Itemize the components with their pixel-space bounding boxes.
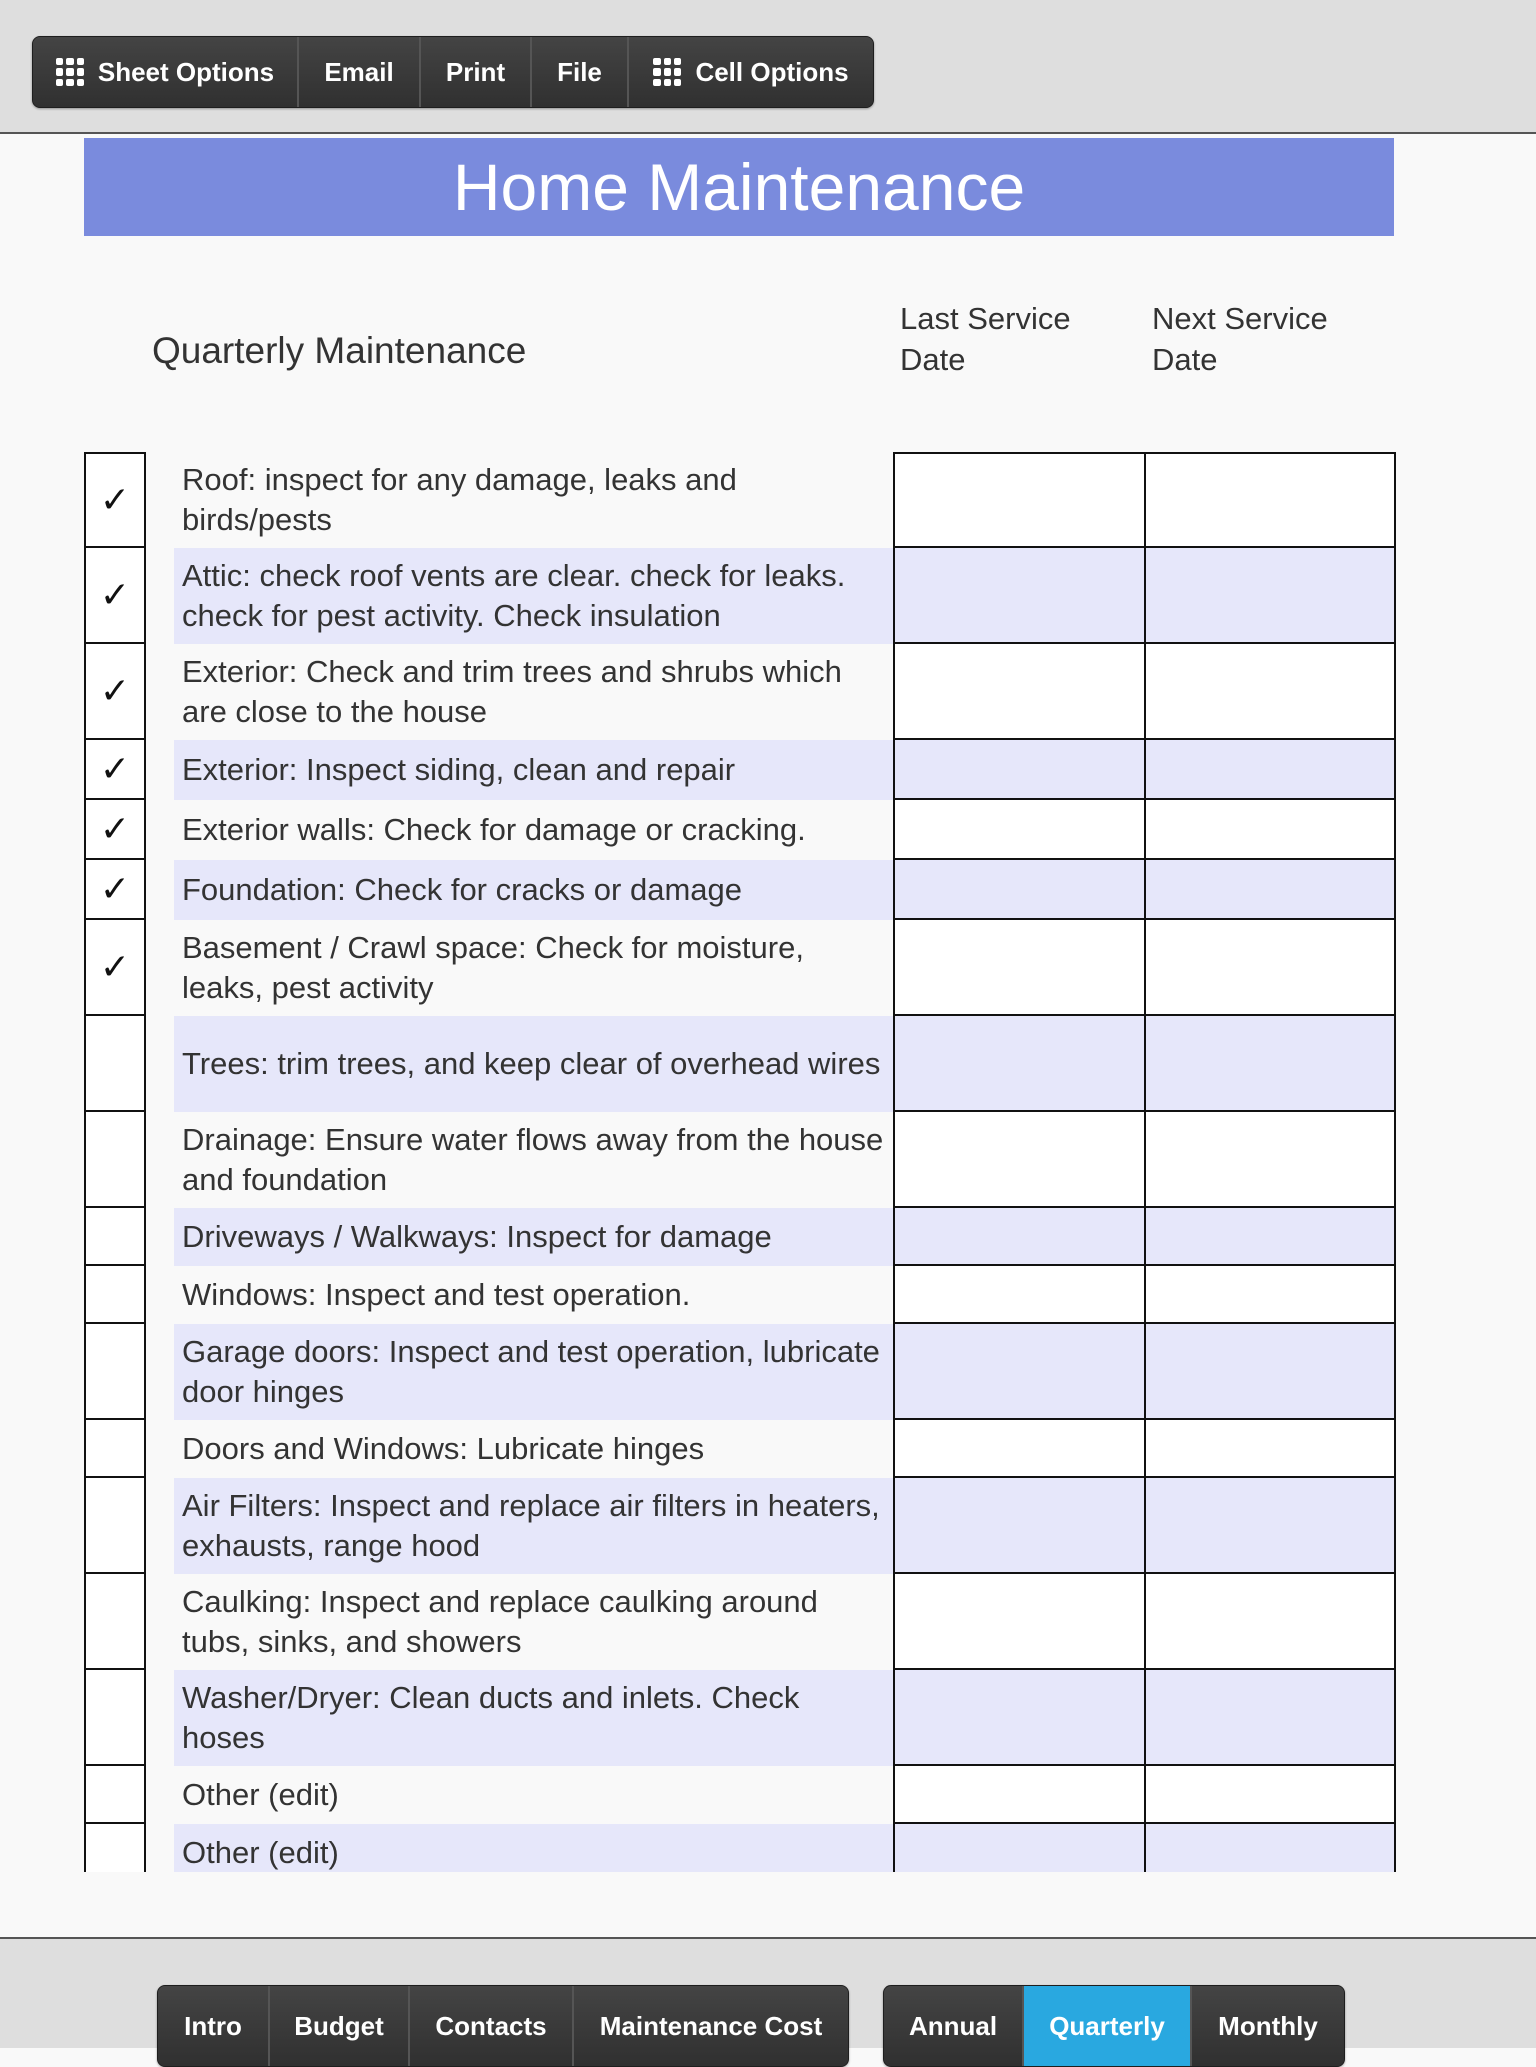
- task-description[interactable]: [174, 1766, 893, 1824]
- last-service-date-cell[interactable]: [893, 800, 1146, 860]
- tab-contacts[interactable]: [410, 1986, 574, 2066]
- checkmark-icon[interactable]: ✓: [84, 920, 146, 1016]
- cell-options-label: Cell Options: [695, 56, 849, 87]
- tab-label: Monthly: [1218, 2010, 1318, 2041]
- email-label: Email: [324, 56, 394, 87]
- task-description[interactable]: [174, 1478, 893, 1574]
- table-row: [0, 1766, 1536, 1824]
- table-row: [0, 1670, 1536, 1766]
- checkbox[interactable]: [84, 1016, 146, 1112]
- task-text: Exterior walls: Check for damage or cracking.: [182, 812, 806, 847]
- next-service-date-cell[interactable]: [1144, 548, 1396, 644]
- last-service-date-cell[interactable]: [893, 740, 1146, 800]
- table-row: [0, 860, 1536, 920]
- tab-intro[interactable]: [158, 1986, 270, 2066]
- last-service-header: Last Service Date: [900, 301, 1071, 377]
- task-text: Washer/Dryer: Clean ducts and inlets. Check hoses: [182, 1680, 800, 1755]
- next-service-date-cell[interactable]: [1144, 1670, 1396, 1766]
- toolbar-button-group: [32, 36, 874, 108]
- table-row: [0, 1478, 1536, 1574]
- print-label: Print: [445, 56, 506, 87]
- page-title: Home Maintenance: [84, 138, 1394, 236]
- last-service-date-cell[interactable]: [893, 860, 1146, 920]
- sheet-options-label: Sheet Options: [97, 56, 275, 87]
- checkbox[interactable]: [84, 1266, 146, 1324]
- file-label: File: [557, 56, 602, 87]
- checkbox[interactable]: [84, 1420, 146, 1478]
- print-button[interactable]: [421, 37, 532, 107]
- next-service-date-cell[interactable]: [1144, 1824, 1396, 1872]
- checkmark-icon[interactable]: ✓: [84, 800, 146, 860]
- task-description[interactable]: [174, 740, 893, 800]
- checkmark-icon[interactable]: ✓: [84, 548, 146, 644]
- bottom-tab-bar: [0, 1937, 1536, 2048]
- last-service-date-cell[interactable]: [893, 1574, 1146, 1670]
- last-service-date-cell[interactable]: [893, 644, 1146, 740]
- task-description[interactable]: [174, 800, 893, 860]
- task-text: Caulking: Inspect and replace caulking around tubs, sinks, and showers: [182, 1584, 818, 1659]
- task-description[interactable]: [174, 644, 893, 740]
- tab-label: Annual: [908, 2010, 998, 2041]
- table-row: [0, 644, 1536, 740]
- task-text: Other (edit): [182, 1835, 339, 1870]
- task-description[interactable]: [174, 1670, 893, 1766]
- task-text: Other (edit): [182, 1777, 339, 1812]
- section-title: Quarterly Maintenance: [152, 330, 527, 371]
- last-service-date-cell[interactable]: [893, 1824, 1146, 1872]
- period-tabs: [883, 1985, 1345, 2067]
- tab-annual[interactable]: [884, 1986, 1024, 2066]
- next-service-date-cell[interactable]: [1144, 1016, 1396, 1112]
- tab-maintenance-cost[interactable]: [574, 1986, 848, 2066]
- task-text: Air Filters: Inspect and replace air filters in heaters, exhausts, range hood: [182, 1488, 880, 1563]
- file-button[interactable]: [532, 37, 629, 107]
- checkbox[interactable]: [84, 1208, 146, 1266]
- next-service-date-cell[interactable]: [1144, 1112, 1396, 1208]
- task-text: Basement / Crawl space: Check for moisture, leaks, pest activity: [182, 930, 804, 1005]
- checkbox[interactable]: [84, 1670, 146, 1766]
- next-service-date-cell[interactable]: [1144, 920, 1396, 1016]
- next-service-date-cell[interactable]: [1144, 452, 1396, 548]
- next-service-date-cell[interactable]: [1144, 1766, 1396, 1824]
- checkbox[interactable]: [84, 1824, 146, 1872]
- table-row: [0, 548, 1536, 644]
- table-row: [0, 1824, 1536, 1872]
- table-row: [0, 740, 1536, 800]
- last-service-date-cell[interactable]: [893, 1208, 1146, 1266]
- table-row: [0, 452, 1536, 548]
- last-service-date-cell[interactable]: [893, 1016, 1146, 1112]
- tab-label: Budget: [294, 2010, 384, 2041]
- tab-budget[interactable]: [270, 1986, 410, 2066]
- last-service-date-cell[interactable]: [893, 1112, 1146, 1208]
- task-description[interactable]: [174, 452, 893, 548]
- task-text: Foundation: Check for cracks or damage: [182, 872, 742, 907]
- checkbox[interactable]: [84, 1574, 146, 1670]
- task-description[interactable]: [174, 860, 893, 920]
- task-description[interactable]: [174, 1266, 893, 1324]
- next-service-date-cell[interactable]: [1144, 1266, 1396, 1324]
- task-text: Exterior: Check and trim trees and shrubs which are close to the house: [182, 654, 842, 729]
- next-service-header: Next Service Date: [1152, 301, 1328, 377]
- task-description[interactable]: [174, 548, 893, 644]
- tab-quarterly[interactable]: [1024, 1986, 1192, 2066]
- cell-options-button[interactable]: [629, 37, 873, 107]
- next-service-date-cell[interactable]: [1144, 644, 1396, 740]
- task-text: Driveways / Walkways: Inspect for damage: [182, 1219, 772, 1254]
- task-description[interactable]: [174, 920, 893, 1016]
- grid-icon: [56, 58, 84, 86]
- next-service-date-cell[interactable]: [1144, 1574, 1396, 1670]
- table-row: [0, 1574, 1536, 1670]
- next-service-date-cell[interactable]: [1144, 1420, 1396, 1478]
- tab-label: Contacts: [435, 2010, 547, 2041]
- task-description[interactable]: [174, 1420, 893, 1478]
- task-text: Windows: Inspect and test operation.: [182, 1277, 691, 1312]
- task-grid: [0, 452, 1536, 1872]
- table-row: [0, 1324, 1536, 1420]
- next-service-date-cell[interactable]: [1144, 1324, 1396, 1420]
- sheet-options-button[interactable]: [33, 37, 299, 107]
- next-service-date-cell[interactable]: [1144, 740, 1396, 800]
- last-service-date-cell[interactable]: [893, 1670, 1146, 1766]
- table-row: [0, 1208, 1536, 1266]
- task-text: Garage doors: Inspect and test operation, lubricate door hinges: [182, 1334, 880, 1409]
- last-service-date-cell[interactable]: [893, 1324, 1146, 1420]
- task-description[interactable]: [174, 1016, 893, 1112]
- last-service-date-cell[interactable]: [893, 1266, 1146, 1324]
- checkbox[interactable]: [84, 1478, 146, 1574]
- top-toolbar: [0, 0, 1536, 134]
- table-row: [0, 1016, 1536, 1112]
- sheet-tabs: [157, 1985, 849, 2067]
- checkbox[interactable]: [84, 1766, 146, 1824]
- email-button[interactable]: [299, 37, 421, 107]
- task-text: Attic: check roof vents are clear. check for leaks. check for pest activity. Check insulation: [182, 558, 846, 633]
- next-service-date-cell[interactable]: [1144, 1208, 1396, 1266]
- checkbox[interactable]: [84, 1112, 146, 1208]
- tab-label: Intro: [184, 2010, 242, 2041]
- last-service-date-cell[interactable]: [893, 452, 1146, 548]
- task-text: Trees: trim trees, and keep clear of overhead wires: [182, 1046, 881, 1081]
- last-service-date-cell[interactable]: [893, 1420, 1146, 1478]
- checkmark-icon[interactable]: ✓: [84, 452, 146, 548]
- task-description[interactable]: [174, 1824, 893, 1872]
- checkmark-icon[interactable]: ✓: [84, 860, 146, 920]
- task-text: Roof: inspect for any damage, leaks and birds/pests: [182, 462, 737, 537]
- table-row: [0, 800, 1536, 860]
- grid-icon: [653, 58, 681, 86]
- last-service-date-cell[interactable]: [893, 1478, 1146, 1574]
- task-description[interactable]: [174, 1324, 893, 1420]
- table-row: [0, 1112, 1536, 1208]
- checkbox[interactable]: [84, 1324, 146, 1420]
- checkmark-icon[interactable]: ✓: [84, 740, 146, 800]
- task-text: Exterior: Inspect siding, clean and repair: [182, 752, 736, 787]
- next-service-date-cell[interactable]: [1144, 860, 1396, 920]
- task-description[interactable]: [174, 1574, 893, 1670]
- last-service-date-cell[interactable]: [893, 920, 1146, 1016]
- task-description[interactable]: [174, 1208, 893, 1266]
- checkmark-icon[interactable]: ✓: [84, 644, 146, 740]
- task-description[interactable]: [174, 1112, 893, 1208]
- last-service-date-cell[interactable]: [893, 1766, 1146, 1824]
- table-row: [0, 920, 1536, 1016]
- tab-label: Maintenance Cost: [599, 2010, 823, 2041]
- next-service-date-cell[interactable]: [1144, 800, 1396, 860]
- last-service-date-cell[interactable]: [893, 548, 1146, 644]
- next-service-date-cell[interactable]: [1144, 1478, 1396, 1574]
- task-text: Drainage: Ensure water flows away from the house and foundation: [182, 1122, 884, 1197]
- tab-label: Quarterly: [1049, 2010, 1165, 2041]
- tab-monthly[interactable]: [1192, 1986, 1344, 2066]
- task-text: Doors and Windows: Lubricate hinges: [182, 1431, 705, 1466]
- table-row: [0, 1266, 1536, 1324]
- table-row: [0, 1420, 1536, 1478]
